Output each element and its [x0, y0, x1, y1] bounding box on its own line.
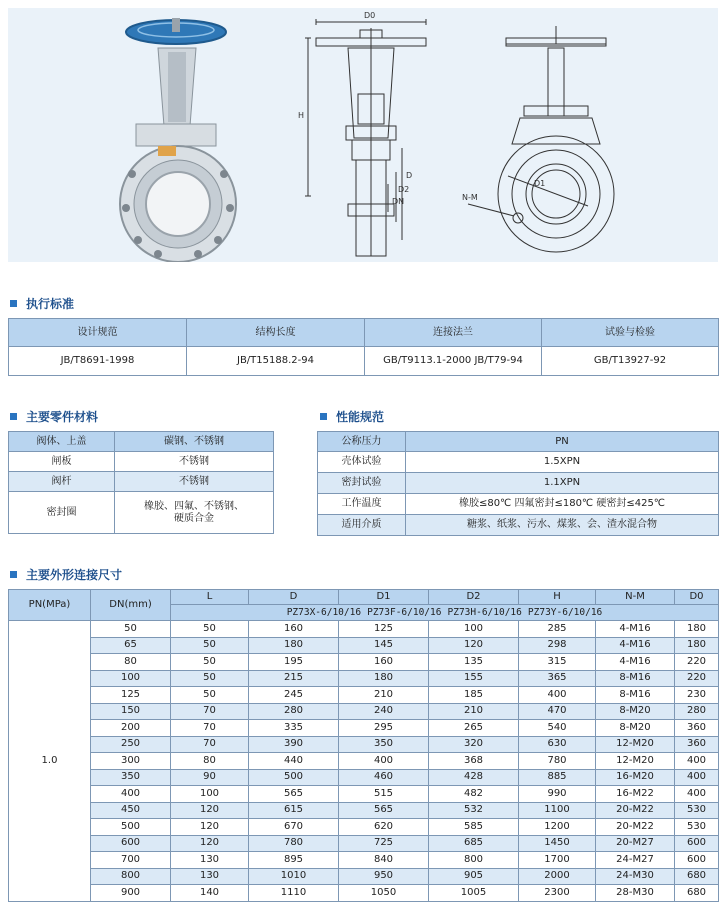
table-row [9, 852, 719, 869]
table-cell: 285 [519, 621, 596, 638]
table-cell: 160 [249, 621, 339, 638]
model-numbers-cell [171, 605, 719, 621]
table-cell: 360 [675, 720, 719, 737]
table-cell: 295 [339, 720, 429, 737]
table-cell: 1110 [249, 885, 339, 902]
table-cell: 780 [519, 753, 596, 770]
table-cell: 16-M20 [596, 769, 675, 786]
table-cell: 440 [249, 753, 339, 770]
table-cell: 800 [429, 852, 519, 869]
dimensions-title-text: 主要外形连接尺寸 [26, 568, 123, 582]
perf-label-cell: 公称压力 [318, 432, 406, 452]
dimensions-header-row [9, 590, 719, 605]
table-cell: 12-M20 [596, 753, 675, 770]
materials-row [9, 432, 274, 452]
table-row [9, 720, 719, 737]
value-cell: JB/T8691-1998 [9, 347, 187, 376]
table-cell: 680 [675, 868, 719, 885]
model-number: PZ73X-6/10/16 [286, 606, 362, 618]
table-cell: 600 [91, 835, 171, 852]
table-cell: 230 [675, 687, 719, 704]
materials-row [9, 452, 274, 472]
standards-table [8, 318, 719, 376]
table-cell: 280 [675, 703, 719, 720]
table-cell: 80 [91, 654, 171, 671]
material-part-cell: 阀体、上盖 [9, 432, 115, 452]
table-cell: 600 [675, 835, 719, 852]
dimensions-table [8, 589, 719, 902]
table-cell: 20-M27 [596, 835, 675, 852]
standards-section-title [10, 295, 74, 312]
table-cell: 685 [429, 835, 519, 852]
table-cell: 1010 [249, 868, 339, 885]
table-cell: 1450 [519, 835, 596, 852]
side-view-drawing [305, 19, 426, 256]
bullet-square-icon [320, 413, 327, 420]
table-cell: 680 [675, 885, 719, 902]
table-cell: 90 [171, 769, 249, 786]
header-cell-d: D [249, 590, 339, 605]
table-cell: 670 [249, 819, 339, 836]
table-cell: 4-M16 [596, 637, 675, 654]
material-value-line: 橡胶、四氟、不锈钢、 [144, 500, 244, 512]
performance-section-title [320, 408, 384, 425]
front-view-drawing [468, 26, 614, 252]
table-cell: 100 [171, 786, 249, 803]
table-cell: 540 [519, 720, 596, 737]
table-cell: 50 [171, 637, 249, 654]
table-cell: 565 [249, 786, 339, 803]
table-cell: 155 [429, 670, 519, 687]
performance-table [317, 431, 719, 536]
table-cell: 120 [171, 819, 249, 836]
table-cell: 135 [429, 654, 519, 671]
table-cell: 210 [339, 687, 429, 704]
table-cell: 120 [429, 637, 519, 654]
bullet-square-icon [10, 300, 17, 307]
table-cell: 1200 [519, 819, 596, 836]
product-hero-panel [8, 8, 718, 262]
table-cell: 24-M27 [596, 852, 675, 869]
nm-label: N-M [462, 193, 478, 202]
table-cell: 65 [91, 637, 171, 654]
table-cell: 500 [249, 769, 339, 786]
table-cell: 160 [339, 654, 429, 671]
material-value-cell: 不锈钢 [115, 472, 274, 492]
table-row [9, 670, 719, 687]
table-cell: 8-M16 [596, 687, 675, 704]
table-cell: 600 [675, 852, 719, 869]
table-cell: 215 [249, 670, 339, 687]
table-cell: 145 [339, 637, 429, 654]
standards-value-row [9, 347, 719, 376]
materials-row [9, 492, 274, 534]
bullet-square-icon [10, 413, 17, 420]
table-cell: 990 [519, 786, 596, 803]
perf-label-cell: 适用介质 [318, 515, 406, 536]
material-value-cell: 碳钢、不锈钢 [115, 432, 274, 452]
table-cell: 300 [91, 753, 171, 770]
table-cell: 4-M16 [596, 621, 675, 638]
table-cell: 530 [675, 802, 719, 819]
table-cell: 320 [429, 736, 519, 753]
table-cell: 360 [675, 736, 719, 753]
performance-row [318, 473, 719, 494]
performance-title-text: 性能规范 [336, 410, 385, 424]
table-cell: 20-M22 [596, 802, 675, 819]
table-cell: 220 [675, 654, 719, 671]
model-number: PZ73F-6/10/16 [367, 606, 442, 618]
product-illustration [8, 8, 718, 262]
table-row [9, 736, 719, 753]
material-value-cell: 不锈钢 [115, 452, 274, 472]
table-cell: 350 [339, 736, 429, 753]
header-cell-l: L [171, 590, 249, 605]
materials-section-title [10, 408, 98, 425]
table-row [9, 637, 719, 654]
table-cell: 1100 [519, 802, 596, 819]
d0-label: D0 [364, 11, 376, 20]
table-cell: 2300 [519, 885, 596, 902]
table-cell: 585 [429, 819, 519, 836]
table-cell: 400 [675, 769, 719, 786]
table-cell: 335 [249, 720, 339, 737]
table-row [9, 769, 719, 786]
perf-value-cell: 橡胶≤80℃ 四氟密封≤180℃ 硬密封≤425℃ [406, 494, 719, 515]
table-cell: 900 [91, 885, 171, 902]
table-cell: 70 [171, 703, 249, 720]
table-cell: 725 [339, 835, 429, 852]
table-cell: 1700 [519, 852, 596, 869]
value-cell: GB/T9113.1-2000 JB/T79-94 [365, 347, 542, 376]
table-cell: 185 [429, 687, 519, 704]
dimensions-section-title [10, 566, 122, 583]
table-cell: 50 [91, 621, 171, 638]
performance-row [318, 494, 719, 515]
perf-value-cell: PN [406, 432, 719, 452]
perf-value-cell: 糖浆、纸浆、污水、煤浆、会、渣水混合物 [406, 515, 719, 536]
table-cell: 390 [249, 736, 339, 753]
performance-row [318, 432, 719, 452]
table-cell: 315 [519, 654, 596, 671]
header-cell: 连接法兰 [365, 319, 542, 347]
header-cell-d1: D1 [339, 590, 429, 605]
table-cell: 885 [519, 769, 596, 786]
table-cell: 200 [91, 720, 171, 737]
valve-photo [120, 18, 236, 262]
table-cell: 298 [519, 637, 596, 654]
perf-label-cell: 工作温度 [318, 494, 406, 515]
table-cell: 180 [675, 621, 719, 638]
perf-value-cell: 1.1XPN [406, 473, 719, 494]
table-row [9, 802, 719, 819]
table-row [9, 885, 719, 902]
table-cell: 368 [429, 753, 519, 770]
table-cell: 905 [429, 868, 519, 885]
d2-label: D2 [398, 185, 410, 194]
table-cell: 100 [91, 670, 171, 687]
table-cell: 265 [429, 720, 519, 737]
d1-label: D1 [534, 179, 546, 188]
table-cell: 1005 [429, 885, 519, 902]
table-cell: 16-M22 [596, 786, 675, 803]
table-cell: 400 [675, 786, 719, 803]
table-cell: 120 [171, 802, 249, 819]
material-value-line: 硬质合金 [174, 512, 214, 524]
table-cell: 280 [249, 703, 339, 720]
table-cell: 125 [91, 687, 171, 704]
table-cell: 8-M20 [596, 720, 675, 737]
table-cell: 180 [675, 637, 719, 654]
table-cell: 50 [171, 670, 249, 687]
table-row [9, 835, 719, 852]
table-cell: 28-M30 [596, 885, 675, 902]
h-label: H [298, 111, 305, 120]
perf-value-cell: 1.5XPN [406, 452, 719, 473]
standards-header-row [9, 319, 719, 347]
value-cell: JB/T15188.2-94 [187, 347, 365, 376]
table-cell: 180 [339, 670, 429, 687]
header-cell-h: H [519, 590, 596, 605]
table-cell: 400 [675, 753, 719, 770]
dn-label: DN [392, 197, 405, 206]
materials-row [9, 472, 274, 492]
header-cell-d2: D2 [429, 590, 519, 605]
materials-title-text: 主要零件材料 [26, 410, 99, 424]
table-row [9, 654, 719, 671]
value-cell: GB/T13927-92 [542, 347, 719, 376]
table-cell: 100 [429, 621, 519, 638]
table-cell: 250 [91, 736, 171, 753]
d-label: D [406, 171, 413, 180]
table-cell: 620 [339, 819, 429, 836]
table-cell: 400 [519, 687, 596, 704]
table-row [9, 753, 719, 770]
table-cell: 780 [249, 835, 339, 852]
table-cell: 1050 [339, 885, 429, 902]
materials-table [8, 431, 274, 534]
table-row [9, 621, 719, 638]
header-cell-dn: DN(mm) [91, 590, 171, 621]
table-cell: 140 [171, 885, 249, 902]
table-cell: 8-M16 [596, 670, 675, 687]
table-cell: 460 [339, 769, 429, 786]
table-cell: 515 [339, 786, 429, 803]
table-cell: 120 [171, 835, 249, 852]
table-cell: 220 [675, 670, 719, 687]
perf-label-cell: 壳体试验 [318, 452, 406, 473]
table-cell: 20-M22 [596, 819, 675, 836]
table-cell: 125 [339, 621, 429, 638]
table-cell: 630 [519, 736, 596, 753]
table-cell: 70 [171, 736, 249, 753]
table-cell: 565 [339, 802, 429, 819]
table-cell: 195 [249, 654, 339, 671]
table-cell: 482 [429, 786, 519, 803]
table-cell: 532 [429, 802, 519, 819]
table-cell: 895 [249, 852, 339, 869]
table-cell: 240 [339, 703, 429, 720]
table-cell: 150 [91, 703, 171, 720]
table-cell: 470 [519, 703, 596, 720]
table-row [9, 786, 719, 803]
table-cell: 130 [171, 868, 249, 885]
table-cell: 12-M20 [596, 736, 675, 753]
bullet-square-icon [10, 571, 17, 578]
material-part-cell: 密封圈 [9, 492, 115, 534]
table-cell: 500 [91, 819, 171, 836]
table-cell: 530 [675, 819, 719, 836]
header-cell: 结构长度 [187, 319, 365, 347]
table-cell: 800 [91, 868, 171, 885]
table-cell: 70 [171, 720, 249, 737]
material-part-cell: 阀杆 [9, 472, 115, 492]
table-cell: 2000 [519, 868, 596, 885]
table-cell: 700 [91, 852, 171, 869]
perf-label-cell: 密封试验 [318, 473, 406, 494]
material-part-cell: 闸板 [9, 452, 115, 472]
table-cell: 615 [249, 802, 339, 819]
header-cell: 设计规范 [9, 319, 187, 347]
table-cell: 365 [519, 670, 596, 687]
table-cell: 50 [171, 621, 249, 638]
table-cell: 400 [91, 786, 171, 803]
table-cell: 450 [91, 802, 171, 819]
header-cell-d0: D0 [675, 590, 719, 605]
table-row [9, 703, 719, 720]
table-row [9, 868, 719, 885]
table-cell: 8-M20 [596, 703, 675, 720]
pn-value-cell: 1.0 [9, 621, 91, 902]
table-cell: 210 [429, 703, 519, 720]
table-cell: 180 [249, 637, 339, 654]
table-cell: 24-M30 [596, 868, 675, 885]
table-row [9, 687, 719, 704]
table-cell: 950 [339, 868, 429, 885]
header-cell: 试验与检验 [542, 319, 719, 347]
table-cell: 840 [339, 852, 429, 869]
material-value-cell [115, 492, 274, 534]
table-cell: 428 [429, 769, 519, 786]
table-row [9, 819, 719, 836]
table-cell: 400 [339, 753, 429, 770]
table-cell: 50 [171, 654, 249, 671]
performance-row [318, 452, 719, 473]
table-cell: 245 [249, 687, 339, 704]
table-cell: 50 [171, 687, 249, 704]
model-number: PZ73Y-6/10/16 [527, 606, 603, 618]
table-cell: 350 [91, 769, 171, 786]
header-cell-pn: PN(MPa) [9, 590, 91, 621]
model-number: PZ73H-6/10/16 [447, 606, 522, 618]
standards-title-text: 执行标准 [26, 297, 75, 311]
table-cell: 80 [171, 753, 249, 770]
table-cell: 4-M16 [596, 654, 675, 671]
performance-row [318, 515, 719, 536]
header-cell-nm: N-M [596, 590, 675, 605]
table-cell: 130 [171, 852, 249, 869]
